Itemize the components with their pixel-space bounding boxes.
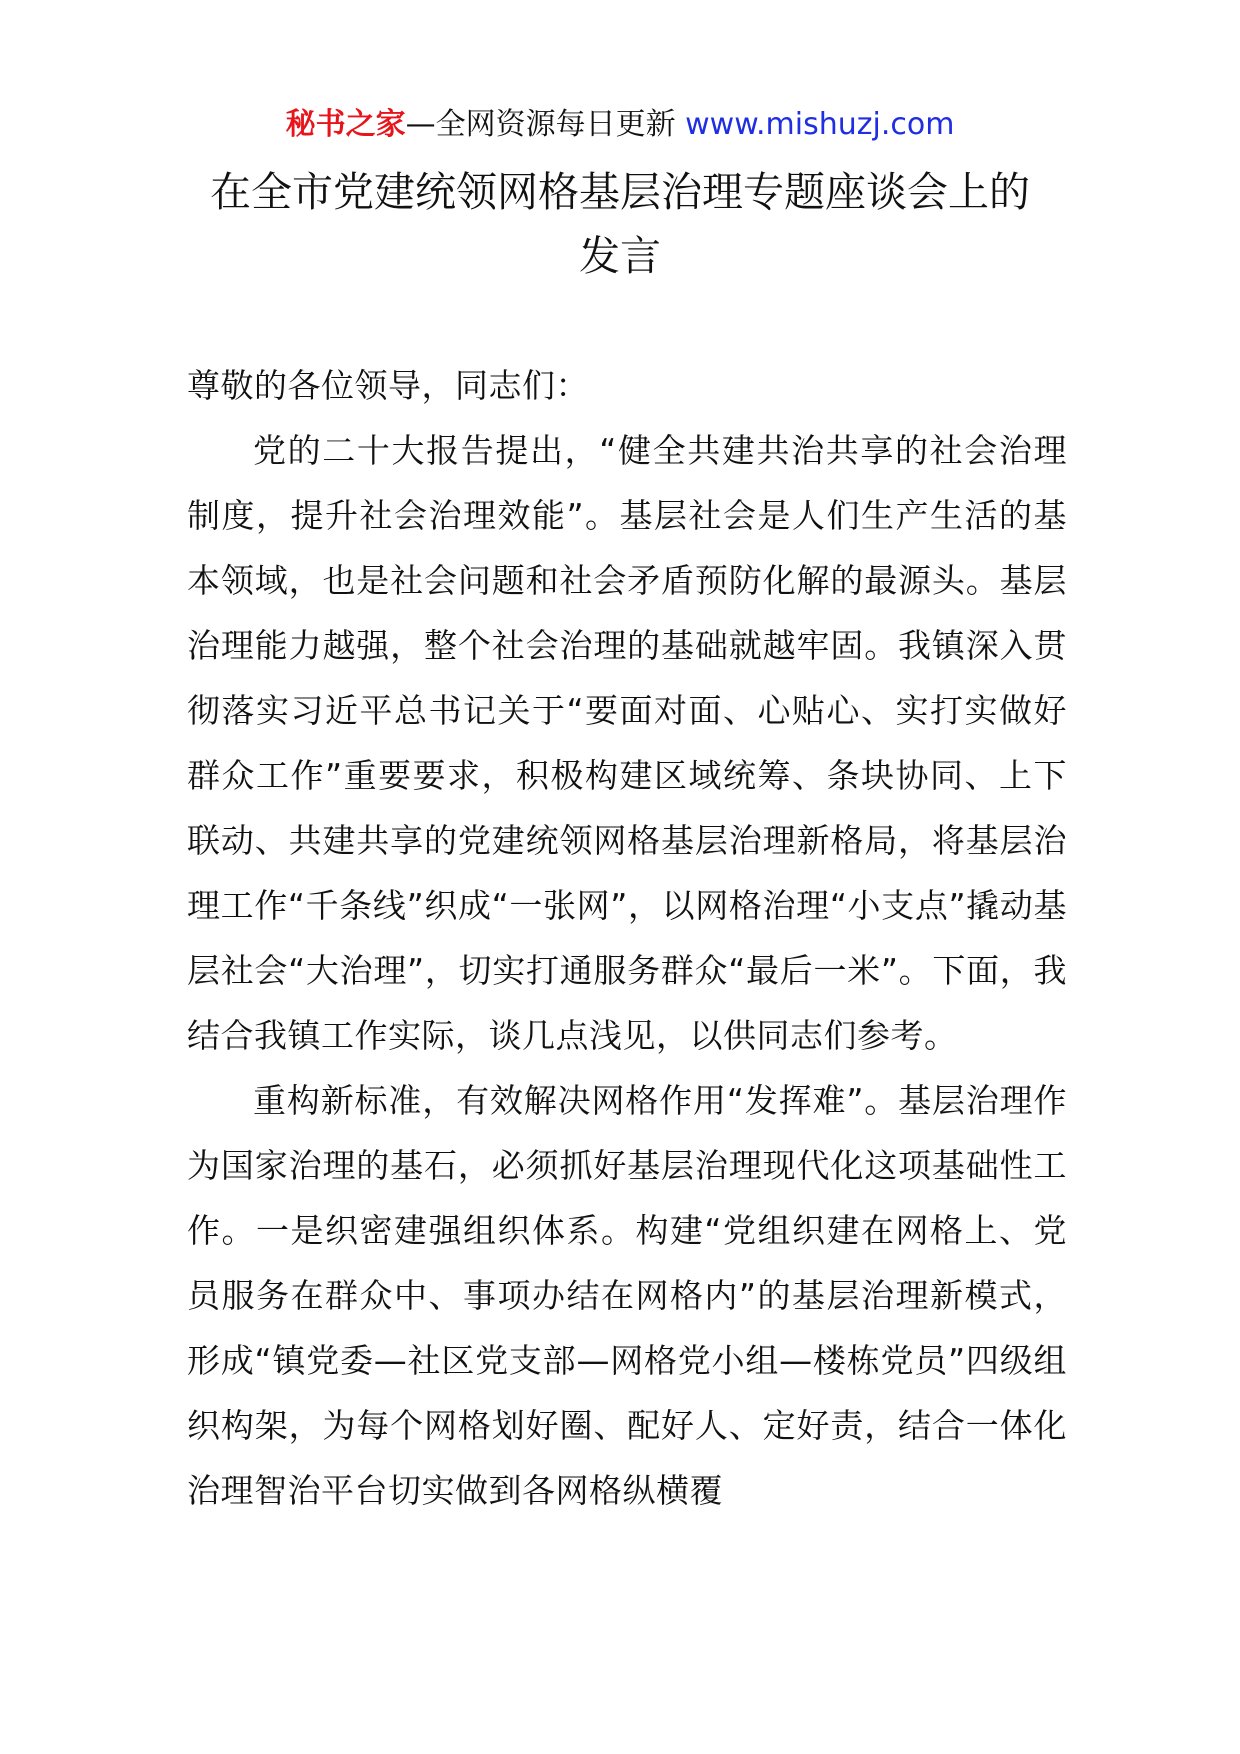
title-line-1: 在全市党建统领网格基层治理专题座谈会上的 (210, 168, 1030, 216)
document-title (150, 160, 1090, 288)
document-body (187, 353, 1067, 1523)
brand-name: 秘书之家 (285, 107, 406, 142)
header-tagline: —全网资源每日更新 (405, 107, 676, 142)
paragraph-intro: 党的二十大报告提出，“健全共建共治共享的社会治理制度，提升社会治理效能”。基层社会是人们生产生活的基本领域，也是社会问题和社会矛盾预防化解的最源头。基层治理能力越强，整个社会治理的基础就越牢固。我镇深入贯彻落实习近平总书记关于“要面对面、心贴心、实打实做好群众工作”重要要求，积极构建区域统筹、条块协同、上下联动、共建共享的党建统领网格基层治理新格局，将基层治理工作“千条线”织成“一张网”，以网格治理“小支点”撬动基层社会“大治理”，切实打通服务群众“最后一米”。下面，我结合我镇工作实际，谈几点浅见，以供同志们参考。 (187, 431, 1067, 1055)
salutation: 尊敬的各位领导，同志们： (187, 366, 589, 405)
title-line-2: 发言 (579, 232, 661, 280)
site-url-link[interactable]: www.mishuzj.com (685, 107, 955, 142)
site-header (0, 103, 1240, 147)
paragraph-section-1: 重构新标准，有效解决网格作用“发挥难”。基层治理作为国家治理的基石，必须抓好基层治理现代化这项基础性工作。一是织密建强组织体系。构建“党组织建在网格上、党员服务在群众中、事项办结在网格内”的基层治理新模式，形成“镇党委—社区党支部—网格党小组—楼栋党员”四级组织构架，为每个网格划好圈、配好人、定好责，结合一体化治理智治平台切实做到各网格纵横覆 (187, 1081, 1067, 1510)
